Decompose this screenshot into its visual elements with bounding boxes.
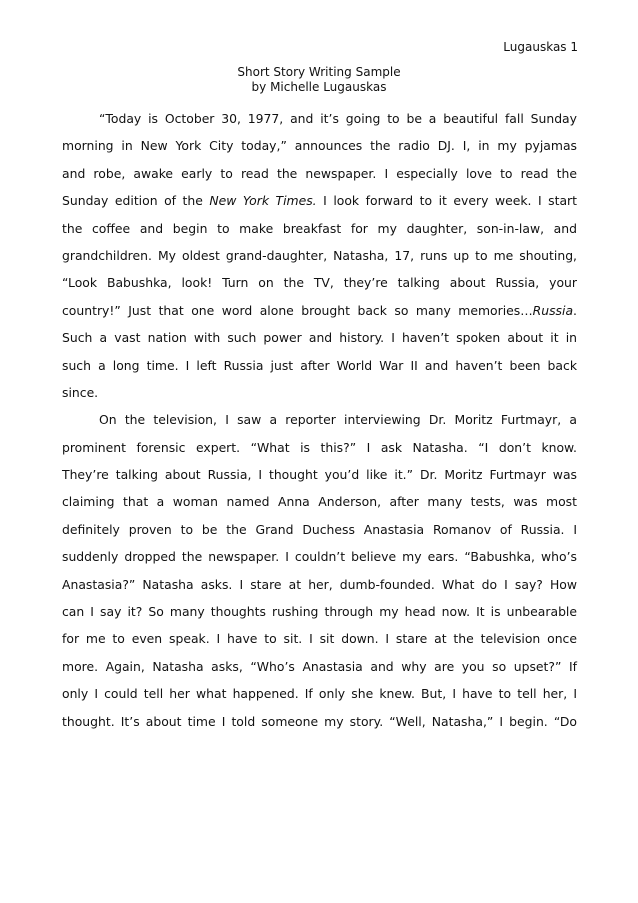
paragraph-2-line-10: more. Again, Natasha asks, “Who’s Anastasia and why are you so upset?” If (62, 658, 577, 674)
paragraph-1-line-3: and robe, awake early to read the newspaper. I especially love to read the (62, 165, 577, 181)
story-body (62, 105, 577, 735)
paragraph-2-line-3: They’re talking about Russia, I thought you’d like it.” Dr. Moritz Furtmayr was (62, 467, 577, 483)
paragraph-1-line-10: such a long time. I left Russia just after World War II and haven’t been back (62, 357, 577, 373)
paragraph-1-line-1: “Today is October 30, 1977, and it’s going to be a beautiful fall Sunday (99, 111, 577, 126)
paragraph-1-line-5: the coffee and begin to make breakfast for my daughter, son-in-law, and (62, 220, 577, 236)
line-8-text-a: country!” Just that one word alone brought back so many memories… (62, 302, 533, 318)
paragraph-1-line-9: Such a vast nation with such power and history. I haven’t spoken about it in (62, 330, 577, 346)
russia-emphasis: Russia (532, 302, 574, 318)
line-8-text-b: . (573, 302, 577, 318)
line-4-text-b: I look forward to it every week. I start (316, 193, 578, 209)
title-block (0, 65, 638, 94)
paragraph-1-line-4 (62, 187, 577, 214)
paragraph-1-line-11: since. (62, 384, 99, 400)
paragraph-2-line-12: thought. It’s about time I told someone my story. “Well, Natasha,” I begin. “Do (62, 713, 577, 729)
paragraph-1-line-2: morning in New York City today,” announces the radio DJ. I, in my pyjamas (62, 138, 577, 154)
paragraph-2-line-6: suddenly dropped the newspaper. I couldn’t believe my ears. “Babushka, who’s (62, 549, 577, 565)
paragraph-2-line-4: claiming that a woman named Anna Anderson, after many tests, was most (62, 494, 577, 510)
paragraph-1-line-6: grandchildren. My oldest grand-daughter, Natasha, 17, runs up to me shouting, (62, 247, 577, 263)
paragraph-2-line-9: for me to even speak. I have to sit. I sit down. I stare at the television once (62, 631, 577, 647)
paragraph-2-line-1: On the television, I saw a reporter interviewing Dr. Moritz Furtmayr, a (99, 412, 577, 428)
line-4-text-a: Sunday edition of the (62, 193, 210, 209)
running-head: Lugauskas 1 (503, 40, 578, 54)
story-author: by Michelle Lugauskas (251, 79, 387, 94)
paragraph-2-line-7: Anastasia?” Natasha asks. I stare at her, dumb-founded. What do I say? How (62, 576, 577, 592)
paragraph-1-line-8 (62, 297, 577, 324)
paragraph-2-line-8: can I say it? So many thoughts rushing through my head now. It is unbearable (62, 604, 577, 620)
paragraph-2-line-11: only I could tell her what happened. If only she knew. But, I have to tell her, I (62, 686, 577, 702)
paragraph-1-line-7: “Look Babushka, look! Turn on the TV, they’re talking about Russia, your (62, 275, 577, 291)
paragraph-2-line-5: definitely proven to be the Grand Duchess Anastasia Romanov of Russia. I (62, 521, 577, 537)
newspaper-title: New York Times. (209, 193, 317, 209)
story-title: Short Story Writing Sample (237, 65, 401, 79)
paragraph-2-line-2: prominent forensic expert. “What is this?” I ask Natasha. “I don’t know. (62, 439, 577, 455)
